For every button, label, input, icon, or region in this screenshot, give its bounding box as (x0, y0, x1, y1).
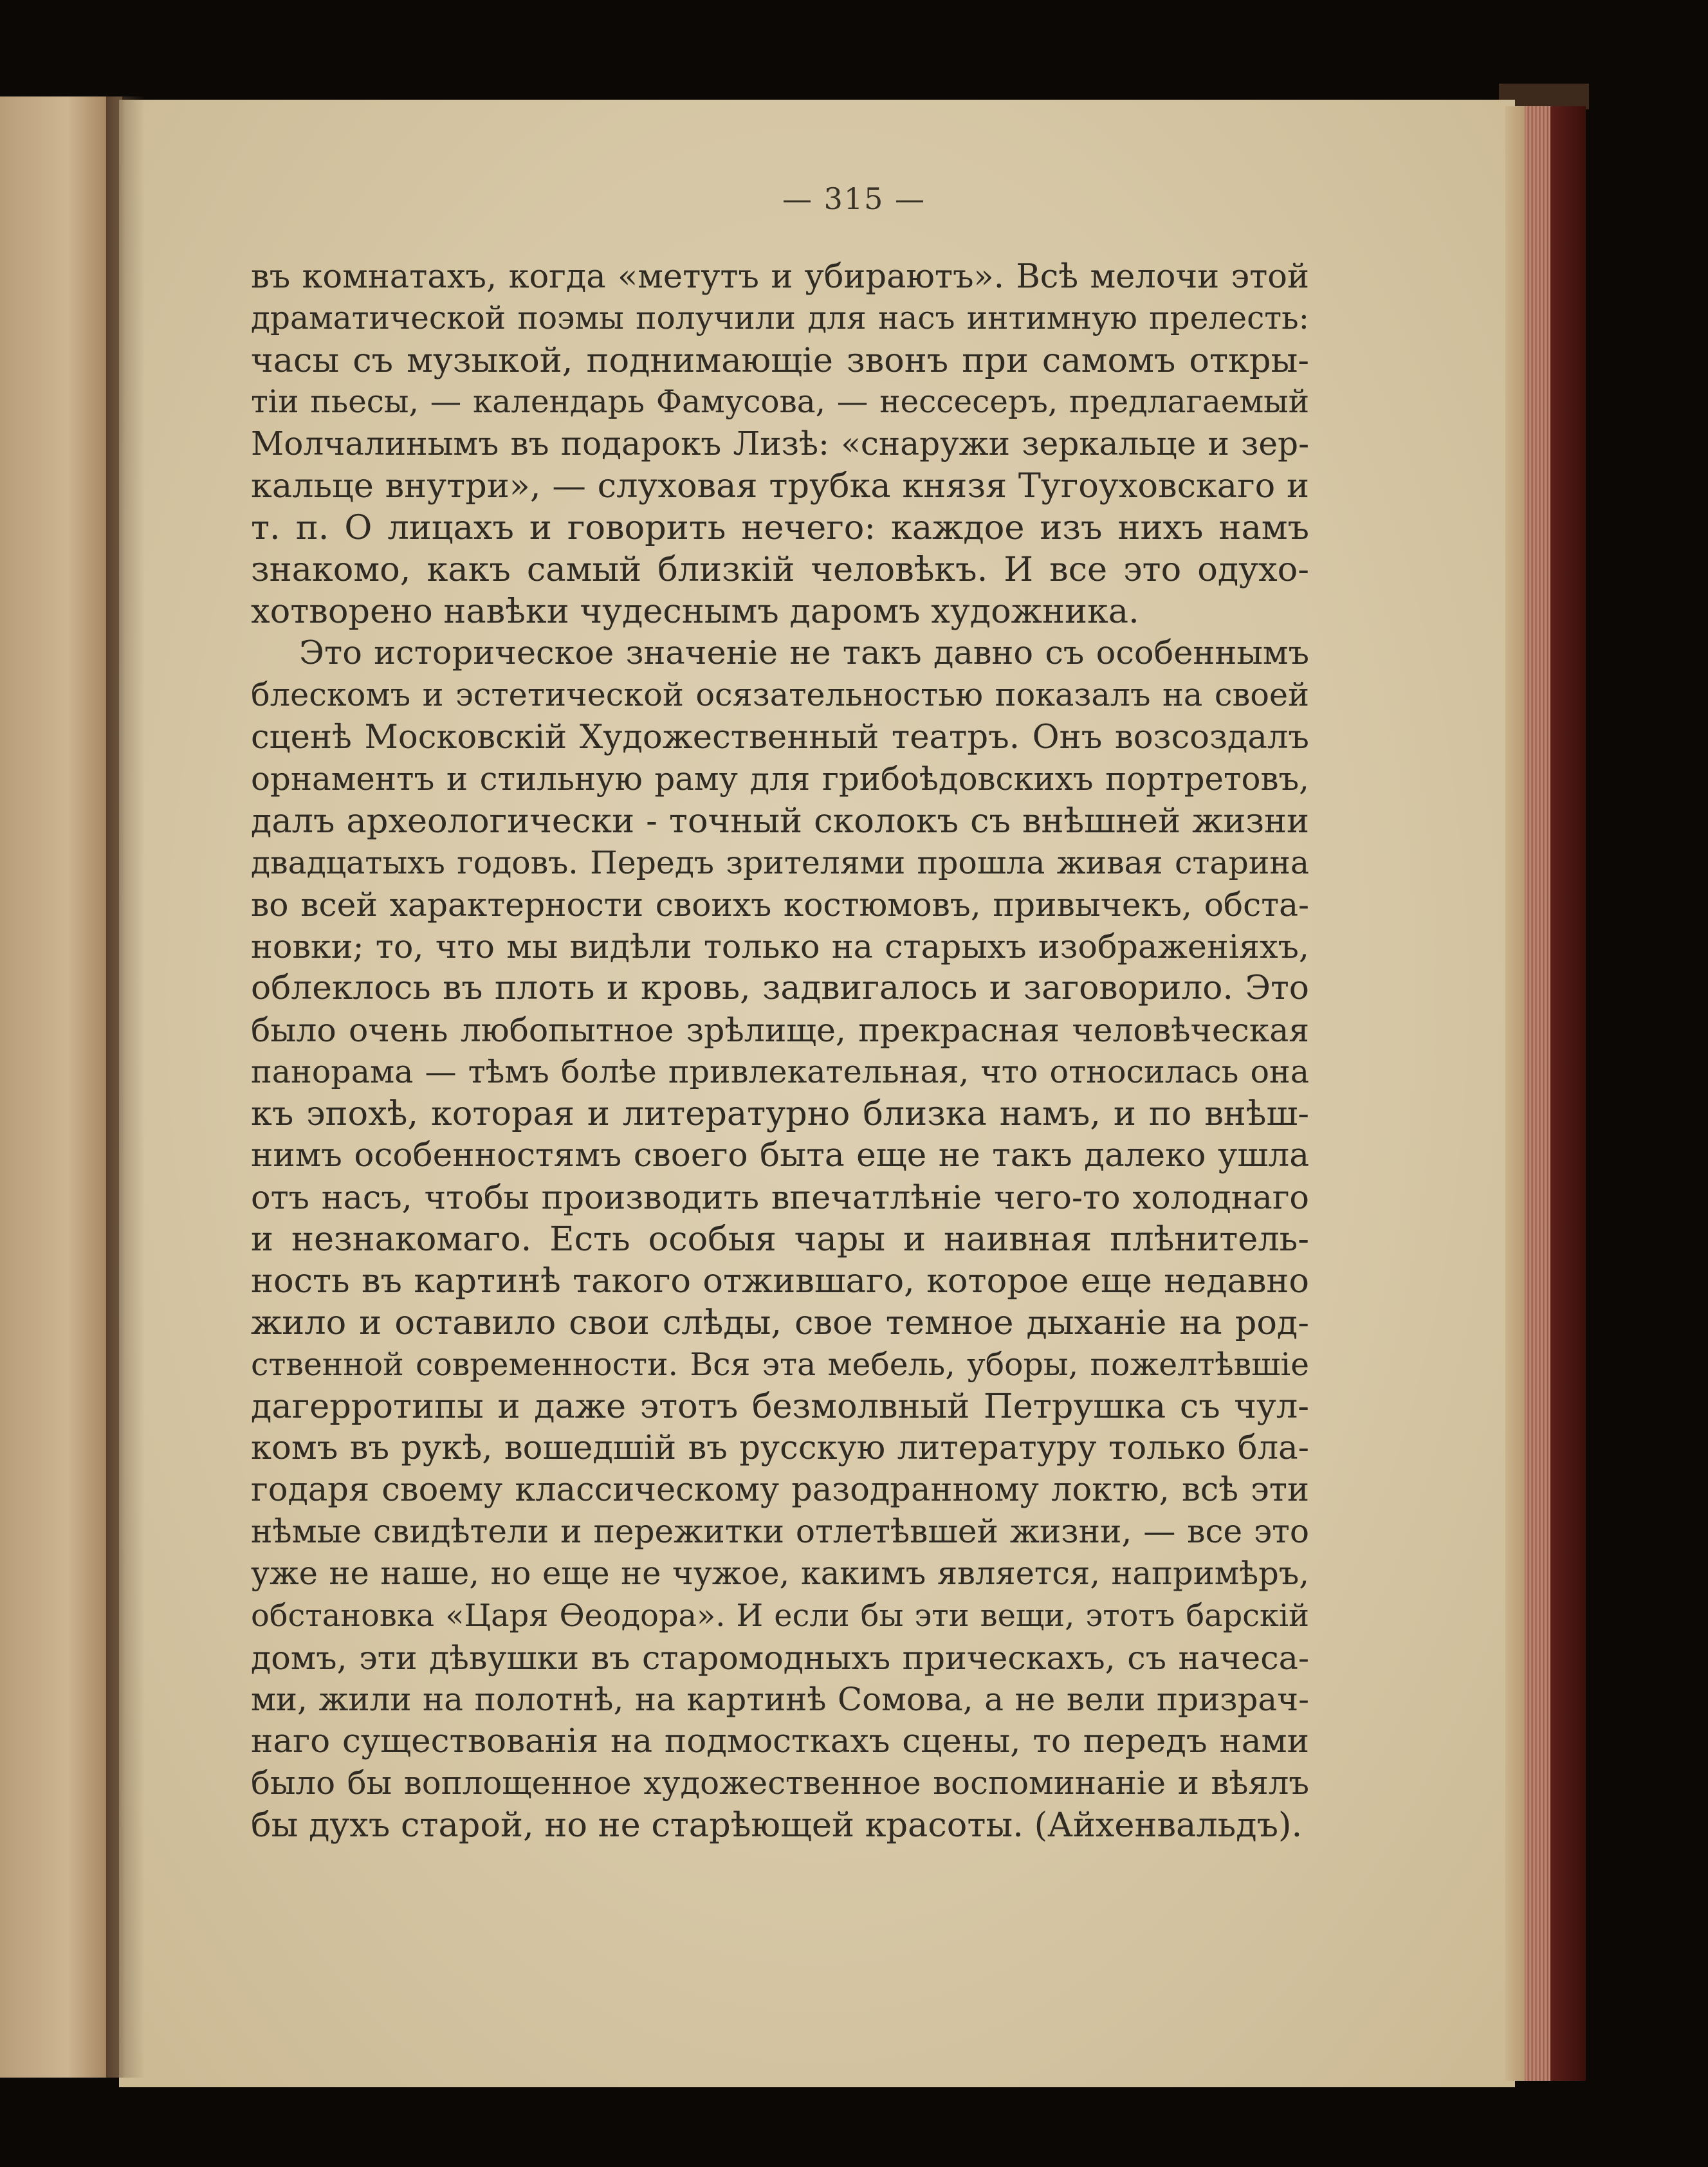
text-line: кальце внутри», — слуховая трубка князя Тугоуховскаго и (251, 466, 1309, 506)
text-line: во всей характерности своихъ костюмовъ, привычекъ, обста- (251, 885, 1309, 924)
text-line: облеклось въ плоть и кровь, задвигалось и заговорило. Это (251, 968, 1309, 1007)
final-line: бы духъ старой, но не старѣющей красоты. (Айхенвальдъ). (251, 1805, 1303, 1845)
text-line: домъ, эти дѣвушки въ старомодныхъ прическахъ, съ начеса- (251, 1638, 1309, 1677)
text-line: новки; то, что мы видѣли только на старыхъ изображеніяхъ, (251, 927, 1309, 965)
previous-page-edge (0, 96, 122, 2078)
text-line: нимъ особенностямъ своего быта еще не такъ далеко ушла (251, 1135, 1309, 1175)
text-line: жило и оставило свои слѣды, свое темное дыханіе на род- (251, 1303, 1309, 1343)
book-cover-edge (1550, 106, 1586, 2081)
text-line: годаря своему классическому разодранному локтю, всѣ эти (251, 1471, 1309, 1510)
text-line: дагерротипы и даже этотъ безмолвный Петрушка съ чул- (251, 1387, 1309, 1427)
text-line: было очень любопытное зрѣлище, прекрасная человѣческая (251, 1010, 1309, 1049)
text-line: далъ археологически - точный сколокъ съ внѣшней жизни (251, 801, 1309, 841)
page-fore-edge (1525, 106, 1550, 2081)
text-line: къ эпохѣ, которая и литературно близка намъ, и по внѣш- (251, 1093, 1309, 1133)
text-line: отъ насъ, чтобы производить впечатлѣніе чего-то холоднаго (251, 1178, 1309, 1217)
paragraph-end-line: хотворено навѣки чудеснымъ даромъ художника. (251, 592, 1139, 632)
text-line: было бы воплощенное художественное воспоминаніе и вѣялъ (251, 1764, 1309, 1802)
book-gutter (106, 96, 145, 2078)
text-line: двадцатыхъ годовъ. Передъ зрителями прошла живая старина (251, 844, 1309, 881)
text-line: ность въ картинѣ такого отжившаго, которое еще недавно (251, 1261, 1309, 1301)
paragraph-start-line: Это историческое значеніе не такъ давно съ особеннымъ (299, 634, 1309, 673)
text-line: панорама — тѣмъ болѣе привлекательная, что относилась она (251, 1052, 1309, 1090)
text-line: уже не наше, но еще не чужое, какимъ является, напримѣръ, (251, 1555, 1309, 1593)
text-line: блескомъ и эстетической осязательностью показалъ на своей (251, 676, 1309, 714)
text-line: т. п. О лицахъ и говорить нечего: каждое изъ нихъ намъ (251, 508, 1309, 548)
text-line: часы съ музыкой, поднимающіе звонъ при самомъ откры- (251, 341, 1309, 381)
text-line: тіи пьесы, — календарь Фамусова, — нессесеръ, предлагаемый (251, 384, 1309, 421)
text-line: въ комнатахъ, когда «метутъ и убираютъ». Всѣ мелочи этой (251, 258, 1309, 296)
text-line: наго существованія на подмосткахъ сцены, то передъ нами (251, 1721, 1309, 1760)
page-number: — 315 — (782, 181, 926, 216)
text-line: ственной современности. Вся эта мебель, уборы, пожелтѣвшіе (251, 1346, 1309, 1384)
text-line: драматической поэмы получили для насъ интимную прелесть: (251, 300, 1309, 337)
page-stack-edge (1505, 106, 1525, 2081)
body-text (251, 256, 1309, 1846)
text-line: ми, жили на полотнѣ, на картинѣ Сомова, а не вели призрач- (251, 1680, 1309, 1718)
text-line: обстановка «Царя Ѳеодора». И если бы эти вещи, этотъ барскій (251, 1598, 1309, 1634)
text-line: знакомо, какъ самый близкій человѣкъ. И все это одухо- (251, 550, 1309, 590)
text-line: орнаментъ и стильную раму для грибоѣдовскихъ портретовъ, (251, 760, 1309, 798)
text-line: нѣмые свидѣтели и пережитки отлетѣвшей жизни, — все это (251, 1513, 1309, 1551)
text-line: комъ въ рукѣ, вошедшій въ русскую литературу только бла- (251, 1429, 1309, 1468)
text-line: Молчалинымъ въ подарокъ Лизѣ: «снаружи зеркальце и зер- (251, 425, 1309, 463)
text-line: сценѣ Московскій Художественный театръ. Онъ возсоздалъ (251, 717, 1309, 756)
text-line: и незнакомаго. Есть особыя чары и наивная плѣнитель- (251, 1220, 1309, 1259)
